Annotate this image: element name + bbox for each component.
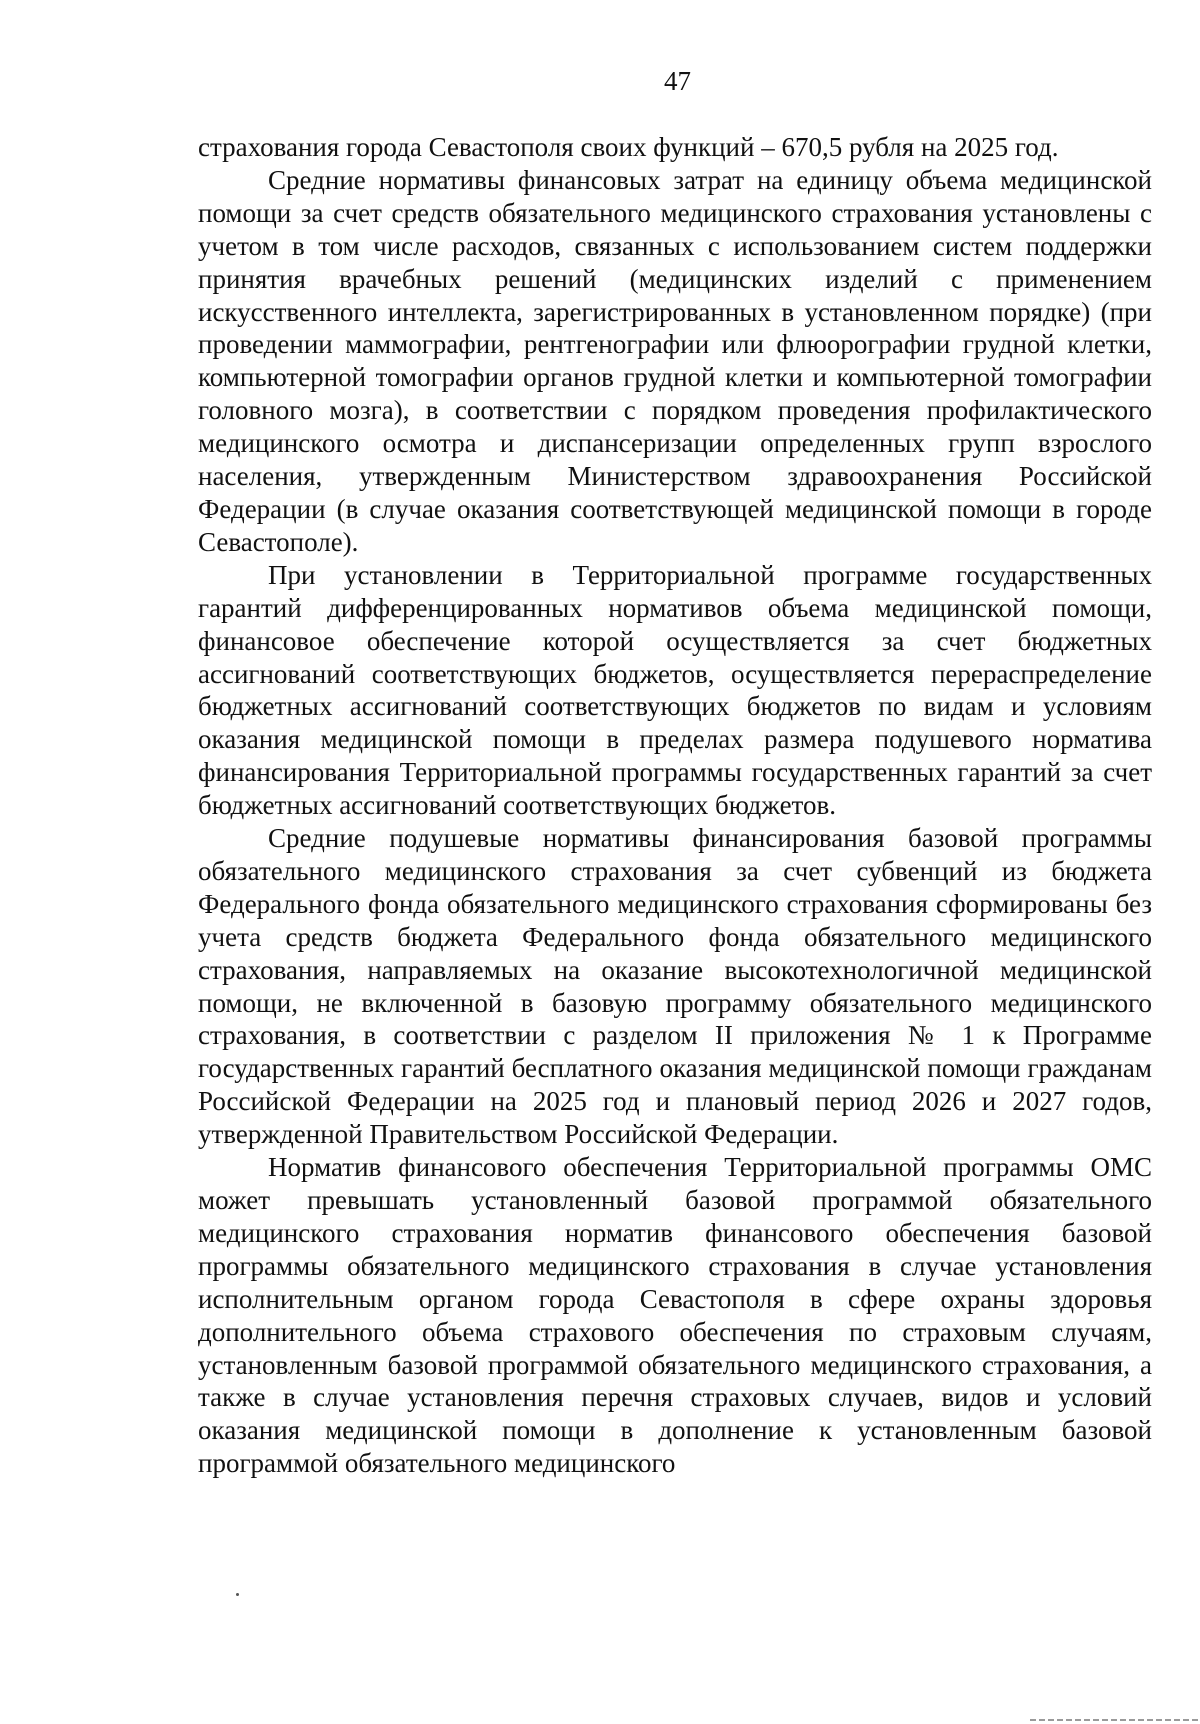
scan-edge-mark [1030,1719,1200,1721]
paragraph-continuation: страхования города Севастополя своих функций – 670,5 рубля на 2025 год. [198,132,1059,162]
scan-dot-mark [236,1593,239,1596]
document-body [198,131,1152,1480]
paragraph-oms-financing-norm: Норматив финансового обеспечения Территориальной программы ОМС может превышать установленный базовой программой обязательного медицинского страхования норматив финансового обеспечения базовой программы обязательного медицинского страхования в случае установления исполнительным органом города Севастополя в сфере охраны здоровья дополнительного объема страхового обеспечения по страховым случаям, установленным базовой программой обязательного медицинского страхования, а также в случае установления перечня страховых случаев, видов и условий оказания медицинской помощи в дополнение к установленным базовой программой обязательного медицинского [198,1152,1152,1479]
paragraph-average-cost-norms: Средние нормативы финансовых затрат на единицу объема медицинской помощи за счет средств обязательного медицинского страхования установлены с учетом в том числе расходов, связанных с использованием систем поддержки принятия врачебных решений (медицинских изделий с применением искусственного интеллекта, зарегистрированных в установленном порядке) (при проведении маммографии, рентгенографии или флюорографии грудной клетки, компьютерной томографии органов грудной клетки и компьютерной томографии головного мозга), в соответствии с порядком проведения профилактического медицинского осмотра и диспансеризации определенных групп взрослого населения, утвержденным Министерством здравоохранения Российской Федерации (в случае оказания соответствующей медицинской помощи в городе Севастополе). [198,164,1152,557]
page-number: 47 [664,66,691,96]
paragraph-per-capita-norms: Средние подушевые нормативы финансирования базовой программы обязательного медицинского страхования за счет субвенций из бюджета Федерального фонда обязательного медицинского страхования сформированы без учета средств бюджета Федерального фонда обязательного медицинского страхования, направляемых на оказание высокотехнологичной медицинской помощи, не включенной в базовую программу обязательного медицинского страхования, в соответствии с разделом II приложения № 1 к Программе государственных гарантий бесплатного оказания медицинской помощи гражданам Российской Федерации на 2025 год и плановый период 2026 и 2027 годов, утвержденной Правительством Российской Федерации. [198,823,1152,1150]
paragraph-differentiated-norms: При установлении в Территориальной программе государственных гарантий дифференцированных нормативов объема медицинской помощи, финансовое обеспечение которой осуществляется за счет бюджетных ассигнований соответствующих бюджетов, осуществляется перераспределение бюджетных ассигнований соответствующих бюджетов по видам и условиям оказания медицинской помощи в пределах размера подушевого норматива финансирования Территориальной программы государственных гарантий за счет бюджетных ассигнований соответствующих бюджетов. [198,559,1152,821]
